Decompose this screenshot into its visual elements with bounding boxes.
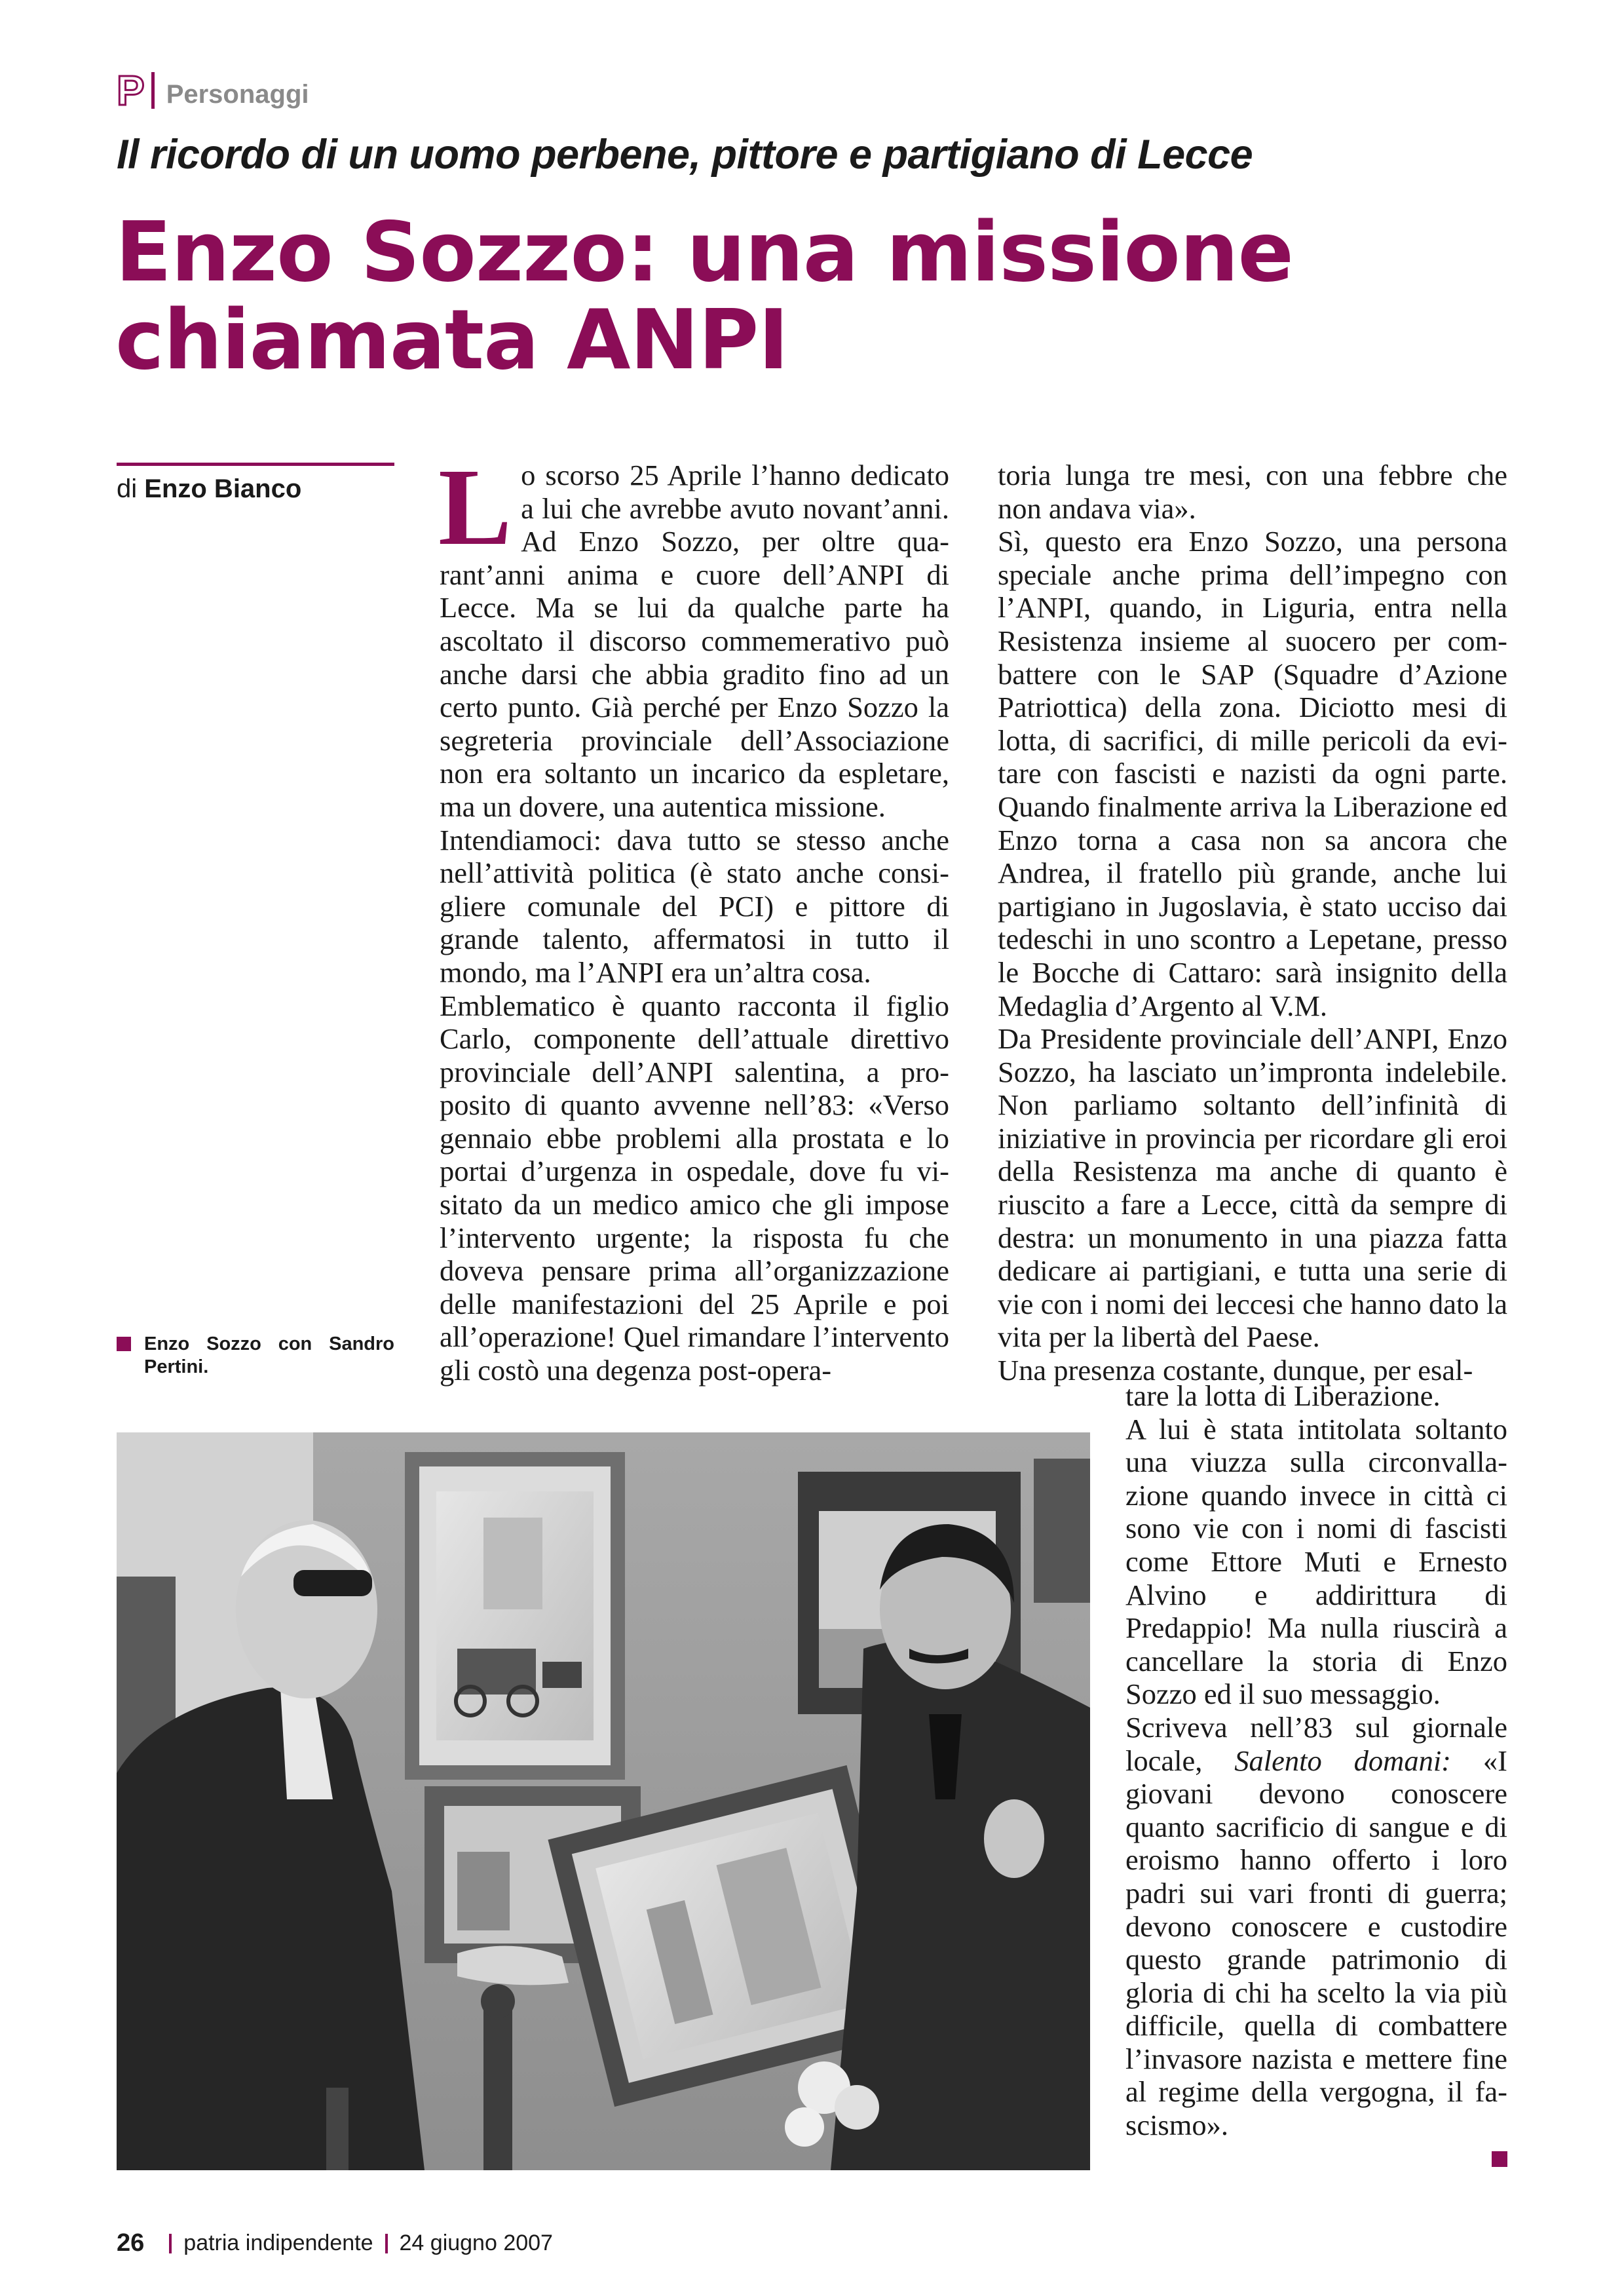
footer-divider — [169, 2234, 172, 2253]
newspaper-title: Salento domani: — [1234, 1744, 1451, 1777]
caption-bullet — [117, 1337, 131, 1351]
article-photo — [117, 1432, 1090, 2170]
photo-illustration — [117, 1432, 1090, 2170]
byline-prefix: di — [117, 474, 138, 503]
paragraph: Emblematico è quanto racconta il figlio Carlo, componente dell’attuale direttivo provinciale dell’ANPI salentina, a proposito di quanto avvenne nell’83: «Verso gennaio ebbe problemi alla prostata e lo portai d’urgenza in ospedale, dove fu visitato da un medico amico che gli impose l’intervento urgente; la risposta fu che doveva pensare prima all’organizzazione delle manifestazioni del 25 Aprile e poi all’operazione! Quel rimandare l’intervento gli costò una degenza post-opera- — [440, 989, 949, 1387]
paragraph: Sì, questo era Enzo Sozzo, una persona speciale anche prima dell’impegno con l’ANPI, quando, in Liguria, entra nella Resistenza insieme al suocero per combattere con le SAP (Squadre d’Azione Patriottica) della zona. Diciotto mesi di lotta, di sacrifici, di mille pericoli da evitare con fascisti e nazisti da ogni parte. Quando finalmente arriva la Liberazione ed Enzo torna a casa non sa ancora che Andrea, il fratello più grande, anche lui partigiano in Jugoslavia, è stato ucciso dai tedeschi in uno scontro a Lepetane, presso le Bocche di Cattaro: sarà insignito della Medaglia d’Argento al V.M. — [998, 525, 1507, 1022]
page-footer — [117, 2229, 553, 2257]
article-column-3 — [1125, 1379, 1507, 2167]
paragraph — [438, 446, 949, 824]
section-label: Personaggi — [166, 79, 309, 109]
paragraph-text: o scorso 25 Aprile l’hanno dedicato a lui che avrebbe avuto novant’anni. Ad Enzo Sozzo, per oltre quarant’anni anima e cuore dell’ANPI di Lecce. Ma se lui da qualche parte ha ascoltato il discorso commemerativo può anche darsi che abbia gradito fino ad un certo punto. Già perché per Enzo Sozzo la segreteria provinciale dell’Associazione non era soltanto un incarico da espletare, ma un dovere, una autentica missione. — [440, 459, 949, 823]
section-logo-letter: P — [117, 67, 145, 114]
paragraph: Da Presidente provinciale dell’ANPI, Enzo Sozzo, ha lasciato un’impronta indelebile. Non parliamo soltanto dell’infinità di iniziative in provincia per ricordare gli eroi della Resistenza ma anche di quanto è riuscito a fare a Lecce, città da sempre di destra: un monumento in una piazza fatta dedicare ai partigiani, e tutta una serie di vie con i nomi dei leccesi che hanno dato la vita per la libertà del Paese. — [998, 1022, 1507, 1354]
paragraph: Intendiamoci: dava tutto se stesso anche nell’attività politica (è stato anche consigliere comunale del PCI) e pittore di grande talento, affermatosi in tutto il mondo, ma l’ANPI era un’altra cosa. — [440, 823, 949, 989]
paragraph: tare la lotta di Liberazione. — [1125, 1379, 1441, 1412]
paragraph: toria lunga tre mesi, con una febbre che non andava via». — [998, 459, 1507, 525]
paragraph-text: Scriveva nell’83 sul giornale locale, — [1125, 1710, 1507, 1777]
article-headline: Enzo Sozzo: una missione chiamata ANPI — [115, 204, 1294, 388]
drop-cap: L — [438, 446, 512, 568]
paragraph — [1125, 1711, 1507, 2142]
end-of-article-mark — [1492, 2151, 1507, 2167]
byline — [117, 474, 301, 504]
paragraph-text: «I giovani devono conoscere quanto sacrificio di sangue e di eroismo hanno offerto i loro padri sui vari fronti di guerra; devono conoscere e custodire questo grande patrimonio di gloria di chi ha scelto la via più difficile, quella di combattere l’invasore nazista e mettere fine al regime della vergogna, il fascismo». — [1125, 1744, 1507, 2142]
section-divider — [151, 72, 155, 109]
section-tag — [117, 67, 309, 114]
page-number: 26 — [117, 2229, 145, 2257]
paragraph: A lui è stata intitolata soltanto una viuzza sulla circonvallazione quando invece in città ci sono vie con i nomi di fascisti come Ettore Muti e Ernesto Alvino e addirittura di Predappio! Ma nulla riuscirà a cancellare la storia di Enzo Sozzo ed il suo messaggio. — [1125, 1412, 1507, 1711]
publication-name: patria indipendente — [183, 2231, 373, 2255]
photo-caption — [117, 1333, 394, 1379]
article-column-1 — [438, 446, 949, 1387]
article-column-2 — [998, 459, 1507, 1387]
paragraph: Una presenza costante, dunque, per esal- — [998, 1354, 1473, 1387]
article-kicker: Il ricordo di un uomo perbene, pittore e partigiano di Lecce — [117, 132, 1253, 178]
footer-divider — [385, 2234, 388, 2253]
byline-rule — [117, 463, 394, 466]
issue-date: 24 giugno 2007 — [399, 2231, 553, 2255]
caption-text: Enzo Sozzo con Sandro Pertini. — [144, 1333, 394, 1377]
byline-author: Enzo Bianco — [144, 474, 302, 503]
